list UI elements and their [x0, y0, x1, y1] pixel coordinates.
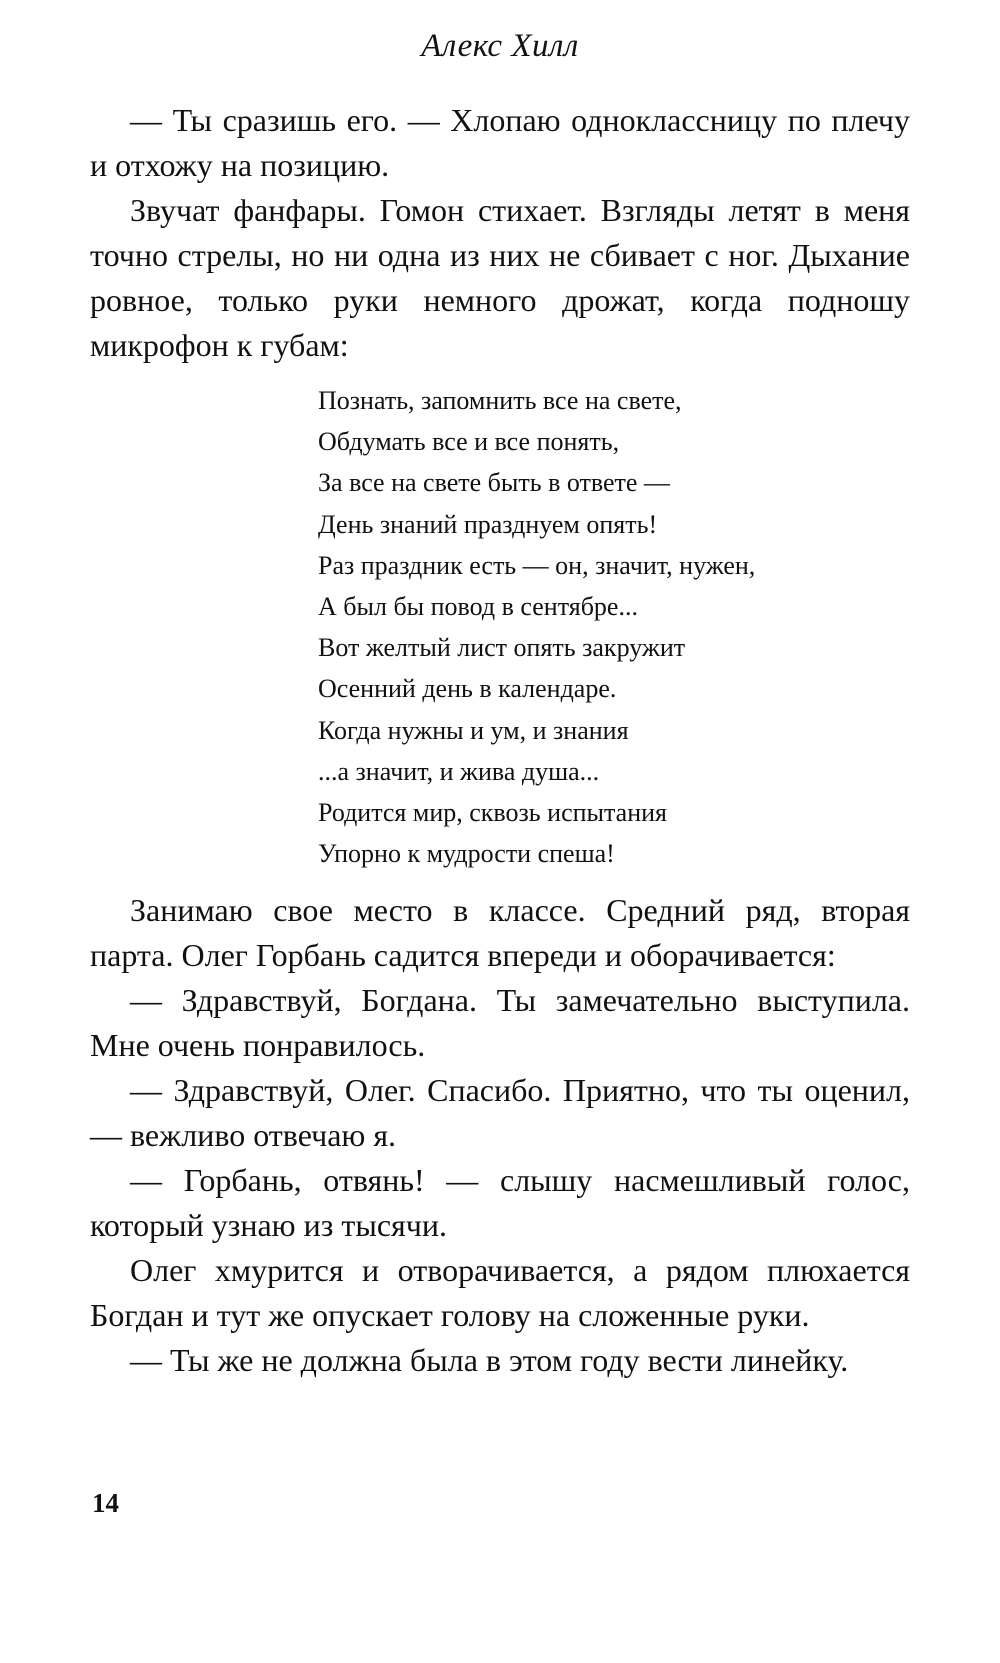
paragraph: Олег хмурится и отворачивается, а рядом плюхается Богдан и тут же опускает голову на сложенные руки. [90, 1252, 910, 1333]
prose-block-bottom [90, 888, 910, 1383]
poem-line: Осенний день в календаре. [318, 674, 617, 704]
poem-line: Познать, запомнить все на свете, [318, 386, 682, 415]
paragraph: — Здравствуй, Богдана. Ты замечательно выступила. Мне очень понравилось. [90, 982, 910, 1063]
poem-line: Когда нужны и ум, и знания [318, 715, 629, 745]
poem-line: Раз праздник есть — он, значит, нужен, [318, 550, 756, 580]
paragraph: — Горбань, отвянь! — слышу насмешливый голос, который узнаю из тысячи. [90, 1162, 910, 1243]
paragraph: — Ты сразишь его. — Хлопаю одноклассницу по плечу и отхожу на позицию. [90, 102, 910, 183]
paragraph: — Ты же не должна была в этом году вести линейку. [130, 1342, 849, 1378]
paragraph: — Здравствуй, Олег. Спасибо. Приятно, что ты оценил, — вежливо отвечаю я. [90, 1072, 910, 1153]
prose-block-top [90, 98, 910, 368]
poem-line: А был бы повод в сентябре... [318, 592, 638, 622]
poem-line: Обдумать все и все понять, [318, 427, 620, 457]
poem-block [318, 380, 878, 874]
poem-line: ...а значит, и жива душа... [318, 756, 600, 786]
page-number: 14 [92, 1488, 119, 1518]
poem-line: За все на свете быть в ответе — [318, 468, 670, 498]
poem-line: Упорно к мудрости спеша! [318, 839, 615, 869]
poem-line: Вот желтый лист опять закружит [318, 633, 686, 663]
poem-line: День знаний празднуем опять! [318, 509, 658, 539]
paragraph: Звучат фанфары. Гомон стихает. Взгляды летят в меня точно стрелы, но ни одна из них не сбивает с ног. Дыхание ровное, только руки немного дрожат, когда подношу микрофон к губам: [90, 192, 910, 363]
running-head-author: Алекс Хилл [421, 28, 579, 64]
poem-line: Родится мир, сквозь испытания [318, 798, 667, 828]
paragraph: Занимаю свое место в классе. Средний ряд, вторая парта. Олег Горбань садится впереди и оборачивается: [90, 892, 910, 973]
